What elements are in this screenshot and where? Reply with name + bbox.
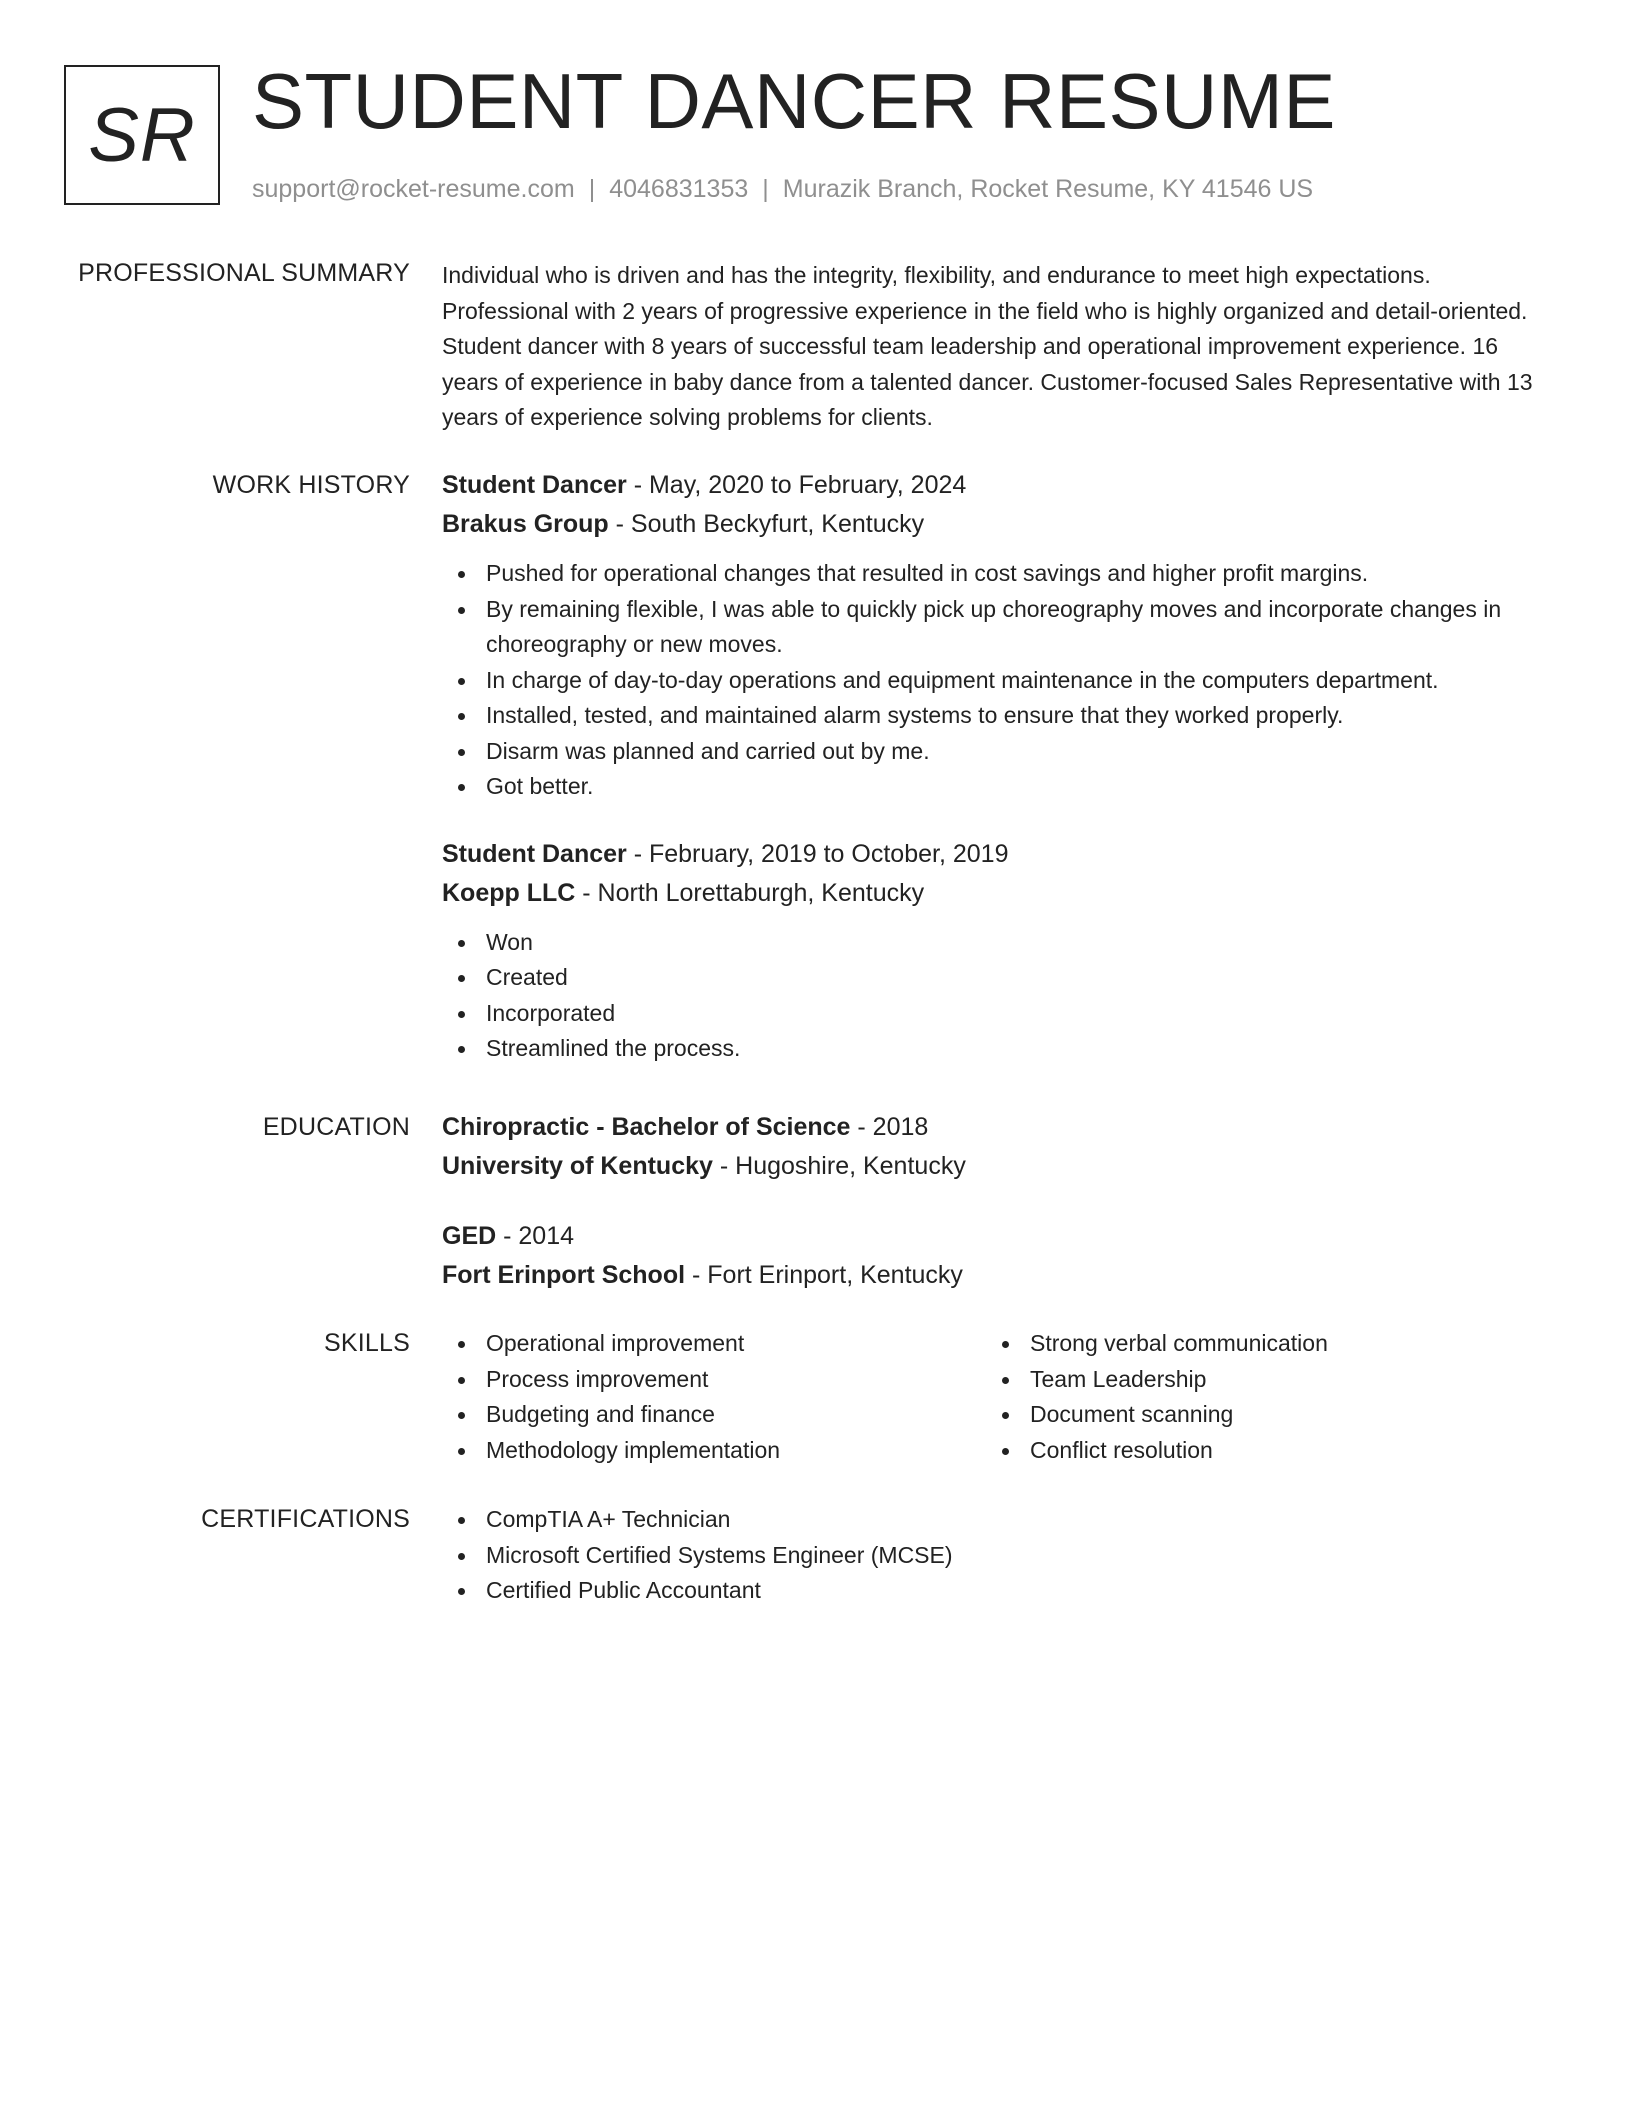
certification-item: Certified Public Accountant (442, 1573, 1552, 1609)
job-company-line (442, 505, 1552, 544)
education-entry (442, 1108, 1552, 1186)
job-dates: - May, 2020 to February, 2024 (626, 471, 967, 499)
job-bullet: Got better. (442, 769, 1552, 805)
education-degree-line (442, 1108, 1552, 1147)
certification-item: CompTIA A+ Technician (442, 1502, 1552, 1538)
job-company-line (442, 874, 1552, 913)
job-bullets (442, 556, 1552, 805)
education-school: Fort Erinport School (442, 1261, 686, 1289)
education-entry (442, 1217, 1552, 1295)
skill-item: Strong verbal communication (986, 1326, 1530, 1362)
skill-item: Process improvement (442, 1362, 986, 1398)
job-entry (442, 835, 1552, 1067)
contact-separator: | (588, 175, 596, 203)
job-company: Koepp LLC (442, 878, 576, 907)
summary-text: Individual who is driven and has the integrity, flexibility, and endurance to meet high expectations. Professional with 2 years of progressive experience in the field who is highly organized and detail-oriented. Student dancer with 8 years of successful team leadership and operational improvement experience. 16 years of experience in baby dance from a talented dancer. Customer-focused Sales Representative with 13 years of experience solving problems for clients. (442, 262, 1533, 430)
education-school: University of Kentucky (442, 1152, 713, 1180)
job-bullet: Created (442, 960, 1552, 996)
job-bullet: Pushed for operational changes that resulted in cost savings and higher profit margins. (442, 556, 1552, 592)
skill-item: Document scanning (986, 1397, 1530, 1433)
education-year: - 2018 (850, 1113, 929, 1141)
education-location: - Hugoshire, Kentucky (712, 1152, 966, 1180)
certifications-body (442, 1502, 1552, 1609)
education-school-line (442, 1256, 1552, 1295)
summary-heading: PROFESSIONAL SUMMARY (78, 259, 410, 287)
summary-body (442, 258, 1552, 436)
education-heading: EDUCATION (262, 1113, 410, 1141)
job-title: Student Dancer (442, 839, 627, 868)
job-bullet: By remaining flexible, I was able to quickly pick up choreography moves and incorporate changes in choreography or new moves. (442, 592, 1552, 663)
skill-item: Operational improvement (442, 1326, 986, 1362)
job-company: Brakus Group (442, 510, 609, 538)
job-bullet: In charge of day-to-day operations and equipment maintenance in the computers department. (442, 663, 1552, 699)
education-degree: Chiropractic - Bachelor of Science (442, 1113, 851, 1141)
skill-item: Team Leadership (986, 1362, 1530, 1398)
skills-list-left (442, 1326, 986, 1468)
education-degree-line (442, 1217, 1552, 1256)
job-entry (442, 466, 1552, 805)
work-history-body (442, 466, 1552, 1067)
contact-line (252, 172, 1313, 206)
job-title: Student Dancer (442, 471, 627, 499)
certifications-heading: CERTIFICATIONS (201, 1505, 410, 1533)
education-body (442, 1108, 1552, 1295)
contact-address: Murazik Branch, Rocket Resume, KY 41546 US (782, 175, 1314, 203)
job-bullet: Incorporated (442, 996, 1552, 1032)
skill-item: Methodology implementation (442, 1433, 986, 1469)
contact-separator: | (762, 175, 769, 203)
skill-item: Conflict resolution (986, 1433, 1530, 1469)
job-bullet: Disarm was planned and carried out by me. (442, 734, 1552, 770)
education-location: - Fort Erinport, Kentucky (685, 1261, 963, 1289)
education-school-line (442, 1147, 1552, 1186)
job-dates: - February, 2019 to October, 2019 (626, 839, 1009, 868)
monogram-badge: SR (64, 65, 220, 205)
skill-item: Budgeting and finance (442, 1397, 986, 1433)
contact-email: support@rocket-resume.com (252, 175, 575, 203)
certifications-list (442, 1502, 1552, 1609)
contact-phone: 4046831353 (609, 175, 749, 203)
job-location: - North Lorettaburgh, Kentucky (575, 878, 925, 907)
job-title-line (442, 466, 1552, 505)
job-title-line (442, 835, 1552, 874)
skills-heading: SKILLS (324, 1329, 410, 1357)
skills-columns (442, 1326, 1552, 1468)
job-bullet: Won (442, 925, 1552, 961)
job-location: - South Beckyfurt, Kentucky (608, 510, 925, 538)
education-degree: GED (442, 1222, 497, 1250)
job-bullets (442, 925, 1552, 1067)
work-history-heading: WORK HISTORY (212, 471, 410, 499)
skills-body (442, 1326, 1552, 1468)
certification-item: Microsoft Certified Systems Engineer (MCSE) (442, 1538, 1552, 1574)
job-bullet: Streamlined the process. (442, 1031, 1552, 1067)
skills-list-right (986, 1326, 1530, 1468)
resume-title: STUDENT DANCER RESUME (252, 57, 1336, 145)
job-bullet: Installed, tested, and maintained alarm systems to ensure that they worked properly. (442, 698, 1552, 734)
education-year: - 2014 (496, 1222, 575, 1250)
